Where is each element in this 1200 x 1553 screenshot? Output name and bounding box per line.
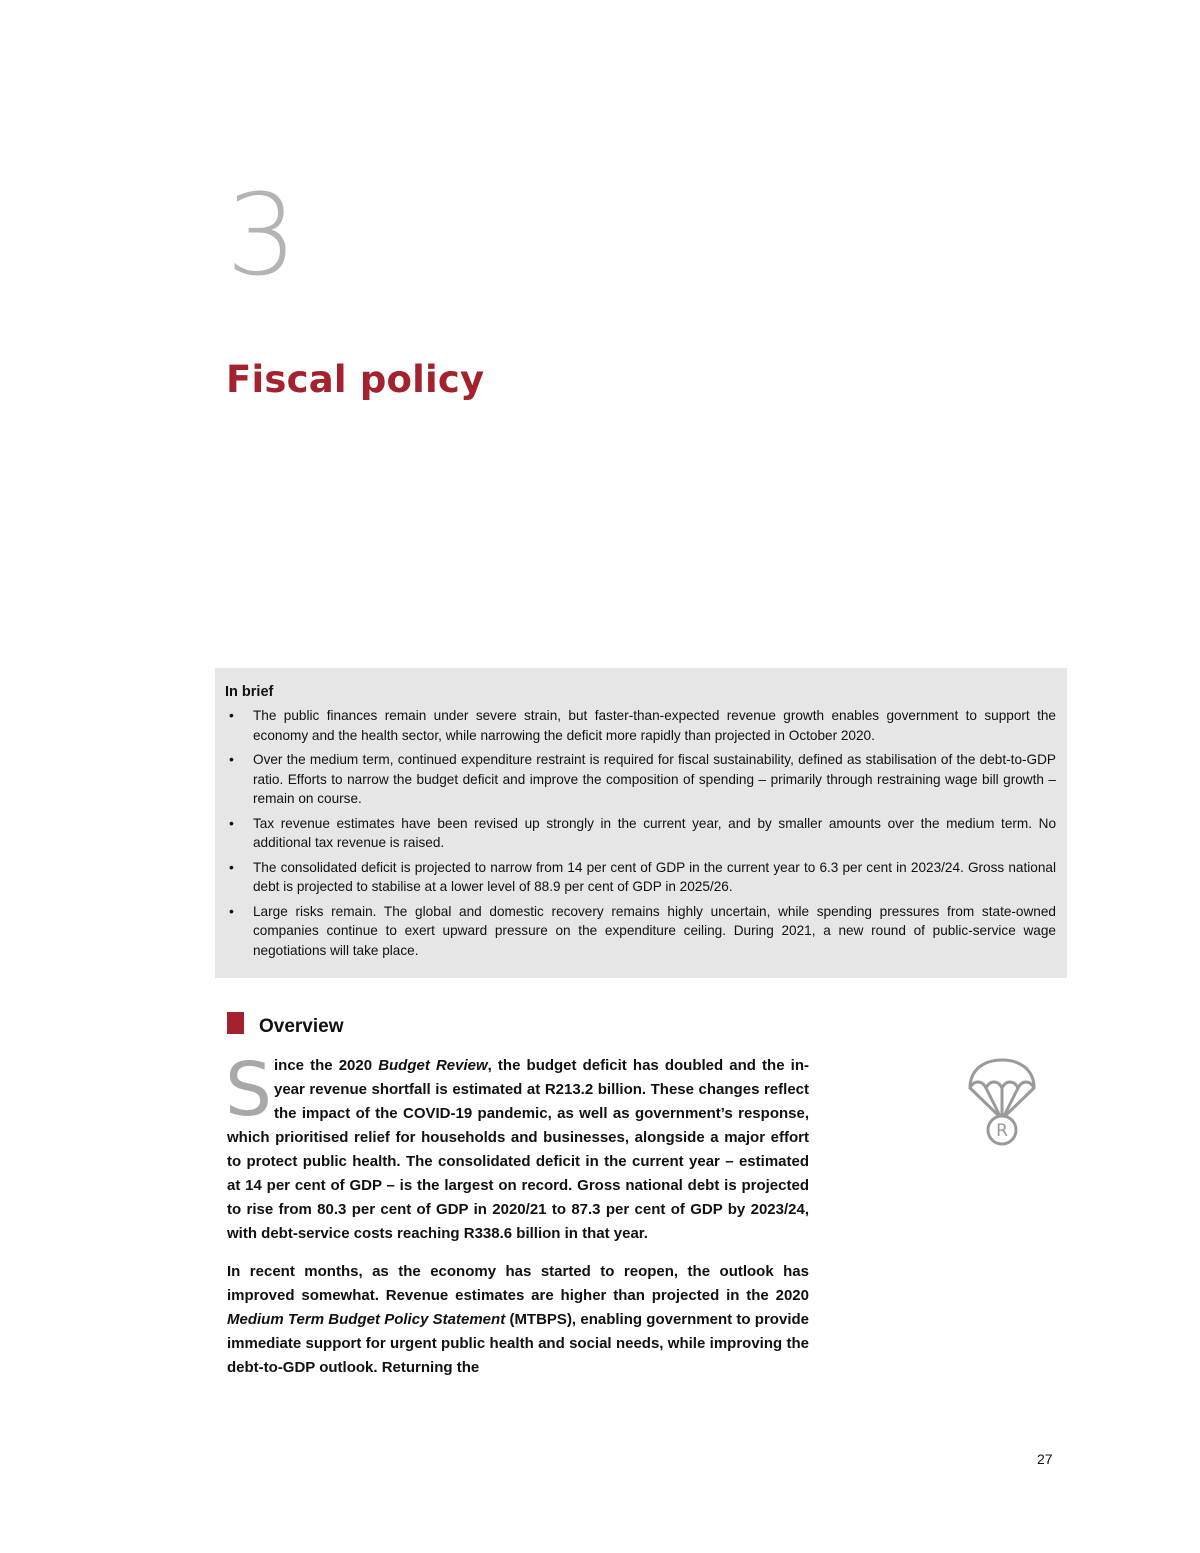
paragraph-text: (MTBPS), enabling government to provide immediate support for urgent public health and social needs, while improving the debt-to-GDP outlook. Returning the [227,1311,809,1376]
publication-title: Medium Term Budget Policy Statement [227,1311,506,1328]
paragraph-text: In recent months, as the economy has started to reopen, the outlook has improved somewhat. Revenue estimates are higher than projected in the 2020 [227,1263,809,1304]
overview-paragraph-1 [225,1047,809,1246]
in-brief-bullet: • Tax revenue estimates have been revised up strongly in the current year, and by smaller amounts over the medium term. No additional tax revenue is raised. [225,814,1056,853]
chapter-title: Fiscal policy [226,358,485,401]
drop-cap: S [225,1047,272,1133]
in-brief-bullet: • The consolidated deficit is projected to narrow from 14 per cent of GDP in the current year to 6.3 per cent in 2023/24. Gross national debt is projected to stabilise at a lower level of 88.9 per cent of GDP in 2025/26. [225,858,1056,897]
parachute-icon [966,1058,1038,1148]
chapter-number: 3 [226,171,298,301]
page-number: 27 [1037,1451,1053,1467]
paragraph-text: , the budget deficit has doubled and the in-year revenue shortfall is estimated at R213.2 billion. These changes reflect the impact of the COVID-19 pandemic, as well as government’s response, which prioritised relief for households and businesses, alongside a major effort to protect public health. The consolidated deficit in the current year – estimated at 14 per cent of GDP – is the largest on record. Gross national debt is projected to rise from 80.3 per cent of GDP in 2020/21 to 87.3 per cent of GDP by 2023/24, with debt-service costs reaching R338.6 billion in that year. [227,1057,809,1242]
in-brief-list [225,706,1056,960]
svg-text:R: R [996,1121,1008,1141]
section-marker [227,1012,244,1034]
overview-paragraph-2 [227,1260,809,1380]
paragraph-text: ince the 2020 [273,1057,379,1074]
in-brief-bullet: • Over the medium term, continued expenditure restraint is required for fiscal sustainability, defined as stabilisation of the debt-to-GDP ratio. Efforts to narrow the budget deficit and improve the composition of spending – primarily through restraining wage bill growth – remain on course. [225,750,1056,809]
in-brief-bullet: • The public finances remain under severe strain, but faster-than-expected revenue growth enables government to support the economy and the health sector, while narrowing the deficit more rapidly than projected in October 2020. [225,706,1056,745]
overview-body [225,1047,809,1394]
in-brief-heading: In brief [225,684,274,700]
in-brief-bullet: • Large risks remain. The global and domestic recovery remains highly uncertain, while spending pressures from state-owned companies continue to exert upward pressure on the expenditure ceiling. During 2021, a new round of public-service wage negotiations will take place. [225,902,1056,961]
publication-title: Budget Review [378,1057,488,1074]
overview-heading: Overview [259,1016,344,1037]
in-brief-box [215,668,1067,978]
